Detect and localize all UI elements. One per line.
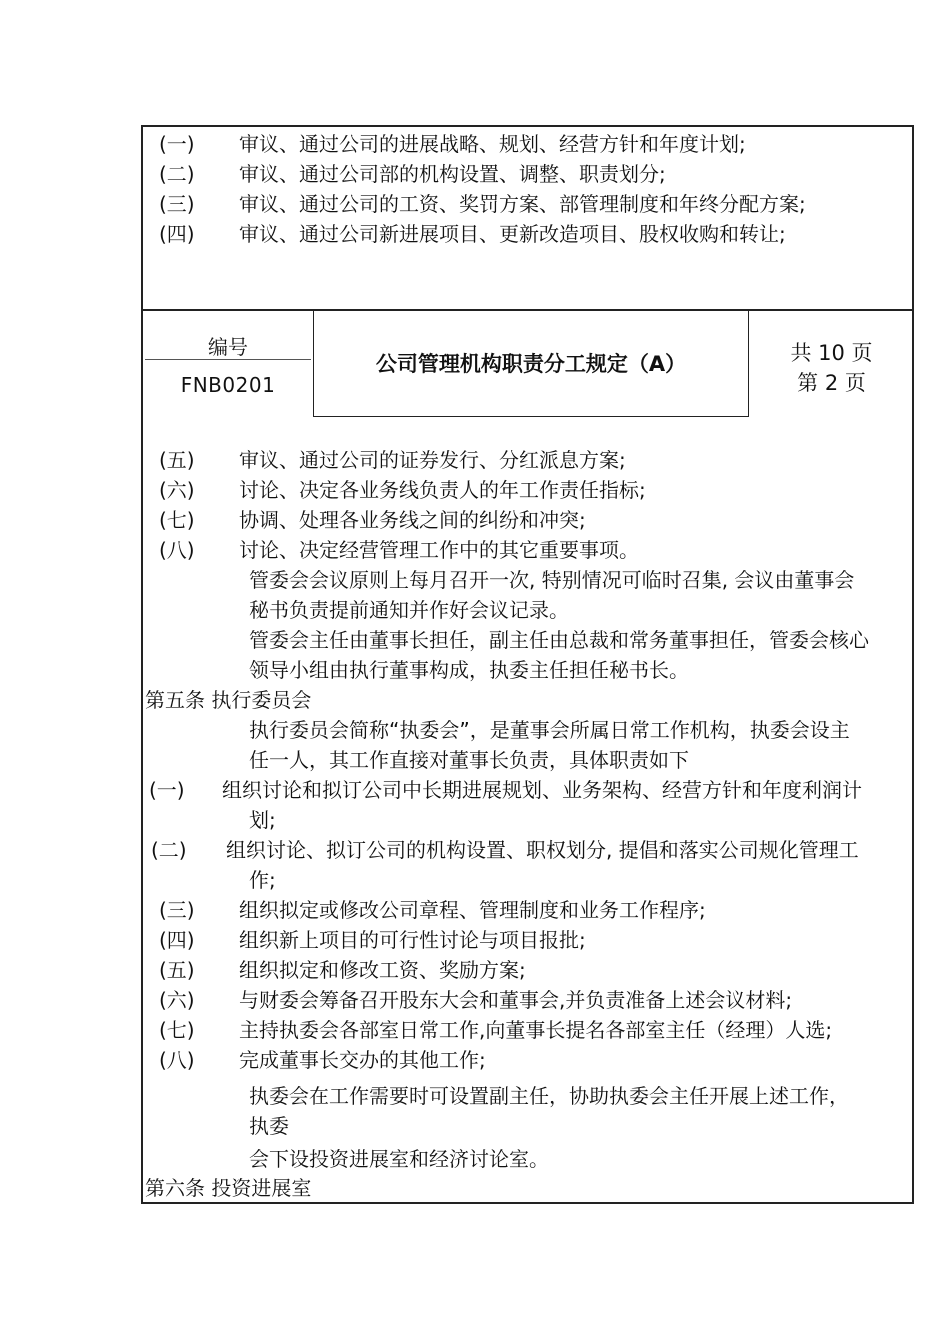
item-text: 审议、通过公司部的机构设置、调整、职责划分;: [239, 162, 666, 186]
item-number: (四): [159, 928, 195, 952]
item-text-continued: 作;: [249, 868, 276, 892]
paragraph-line: 执委会在工作需要时可设置副主任，协助执委会主任开展上述工作，: [249, 1084, 849, 1108]
item-number: (五): [159, 448, 195, 472]
item-text: 审议、通过公司的证券发行、分红派息方案;: [239, 448, 626, 472]
page-count-cell: [749, 311, 914, 417]
paragraph-line: 会下设投资进展室和经济讨论室。: [249, 1147, 549, 1171]
paragraph-line: 管委会主任由董事长担任，副主任由总裁和常务董事担任，管委会核心: [249, 628, 869, 652]
item-number: (六): [159, 988, 195, 1012]
document-body: [141, 417, 914, 1204]
item-text: 主持执委会各部室日常工作,向董事长提名各部室主任（经理）人选;: [239, 1018, 833, 1042]
item-number: (三): [159, 898, 195, 922]
document-title: 公司管理机构职责分工规定（A）: [313, 309, 749, 417]
item-number: (八): [159, 538, 195, 562]
current-page: 第 2 页: [797, 371, 866, 395]
item-number: (二): [159, 162, 195, 186]
item-text: 组织拟定和修改工资、奖励方案;: [239, 958, 526, 982]
paragraph-line: 任一人，其工作直接对董事长负责，具体职责如下: [249, 748, 689, 772]
document-code-cell: [143, 311, 313, 417]
divider: [145, 359, 311, 360]
item-number: (五): [159, 958, 195, 982]
document-header: [141, 309, 914, 417]
paragraph-line: 管委会会议原则上每月召开一次, 特别情况可临时召集, 会议由董事会: [249, 568, 855, 592]
item-number: (一): [149, 778, 185, 802]
item-number: (七): [159, 508, 195, 532]
item-text-continued: 划;: [249, 808, 276, 832]
item-text: 讨论、决定各业务线负责人的年工作责任指标;: [239, 478, 646, 502]
document-code: FNB0201: [180, 373, 276, 397]
item-text: 组织新上项目的可行性讨论与项目报批;: [239, 928, 586, 952]
item-number: (三): [159, 192, 195, 216]
total-pages: 共 10 页: [790, 341, 873, 365]
item-text: 讨论、决定经营管理工作中的其它重要事项。: [239, 538, 639, 562]
item-text: 审议、通过公司新进展项目、更新改造项目、股权收购和转让;: [239, 222, 786, 246]
item-number: (四): [159, 222, 195, 246]
item-number: (一): [159, 132, 195, 156]
item-text: 与财委会筹备召开股东大会和董事会,并负责准备上述会议材料;: [239, 988, 793, 1012]
item-number: (二): [151, 838, 187, 862]
previous-section-box: [141, 125, 914, 309]
item-text: 组织拟定或修改公司章程、管理制度和业务工作程序;: [239, 898, 706, 922]
paragraph-line: 执行委员会简称“执委会”，是董事会所属日常工作机构，执委会设主: [249, 718, 850, 742]
article-heading: 第五条 执行委员会: [145, 688, 312, 712]
code-label: 编号: [208, 335, 248, 359]
item-text: 完成董事长交办的其他工作;: [239, 1048, 486, 1072]
item-text: 审议、通过公司的进展战略、规划、经营方针和年度计划;: [239, 132, 746, 156]
item-number: (六): [159, 478, 195, 502]
item-number: (七): [159, 1018, 195, 1042]
item-text: 组织讨论、拟订公司的机构设置、职权划分, 提倡和落实公司规化管理工: [226, 838, 859, 862]
item-text: 协调、处理各业务线之间的纠纷和冲突;: [239, 508, 586, 532]
item-number: (八): [159, 1048, 195, 1072]
paragraph-line: 执委: [249, 1114, 289, 1138]
item-text: 组织讨论和拟订公司中长期进展规划、业务架构、经营方针和年度利润计: [222, 778, 862, 802]
item-text: 审议、通过公司的工资、奖罚方案、部管理制度和年终分配方案;: [239, 192, 806, 216]
paragraph-line: 领导小组由执行董事构成，执委主任担任秘书长。: [249, 658, 689, 682]
paragraph-line: 秘书负责提前通知并作好会议记录。: [249, 598, 569, 622]
article-heading: 第六条 投资进展室: [145, 1176, 312, 1200]
